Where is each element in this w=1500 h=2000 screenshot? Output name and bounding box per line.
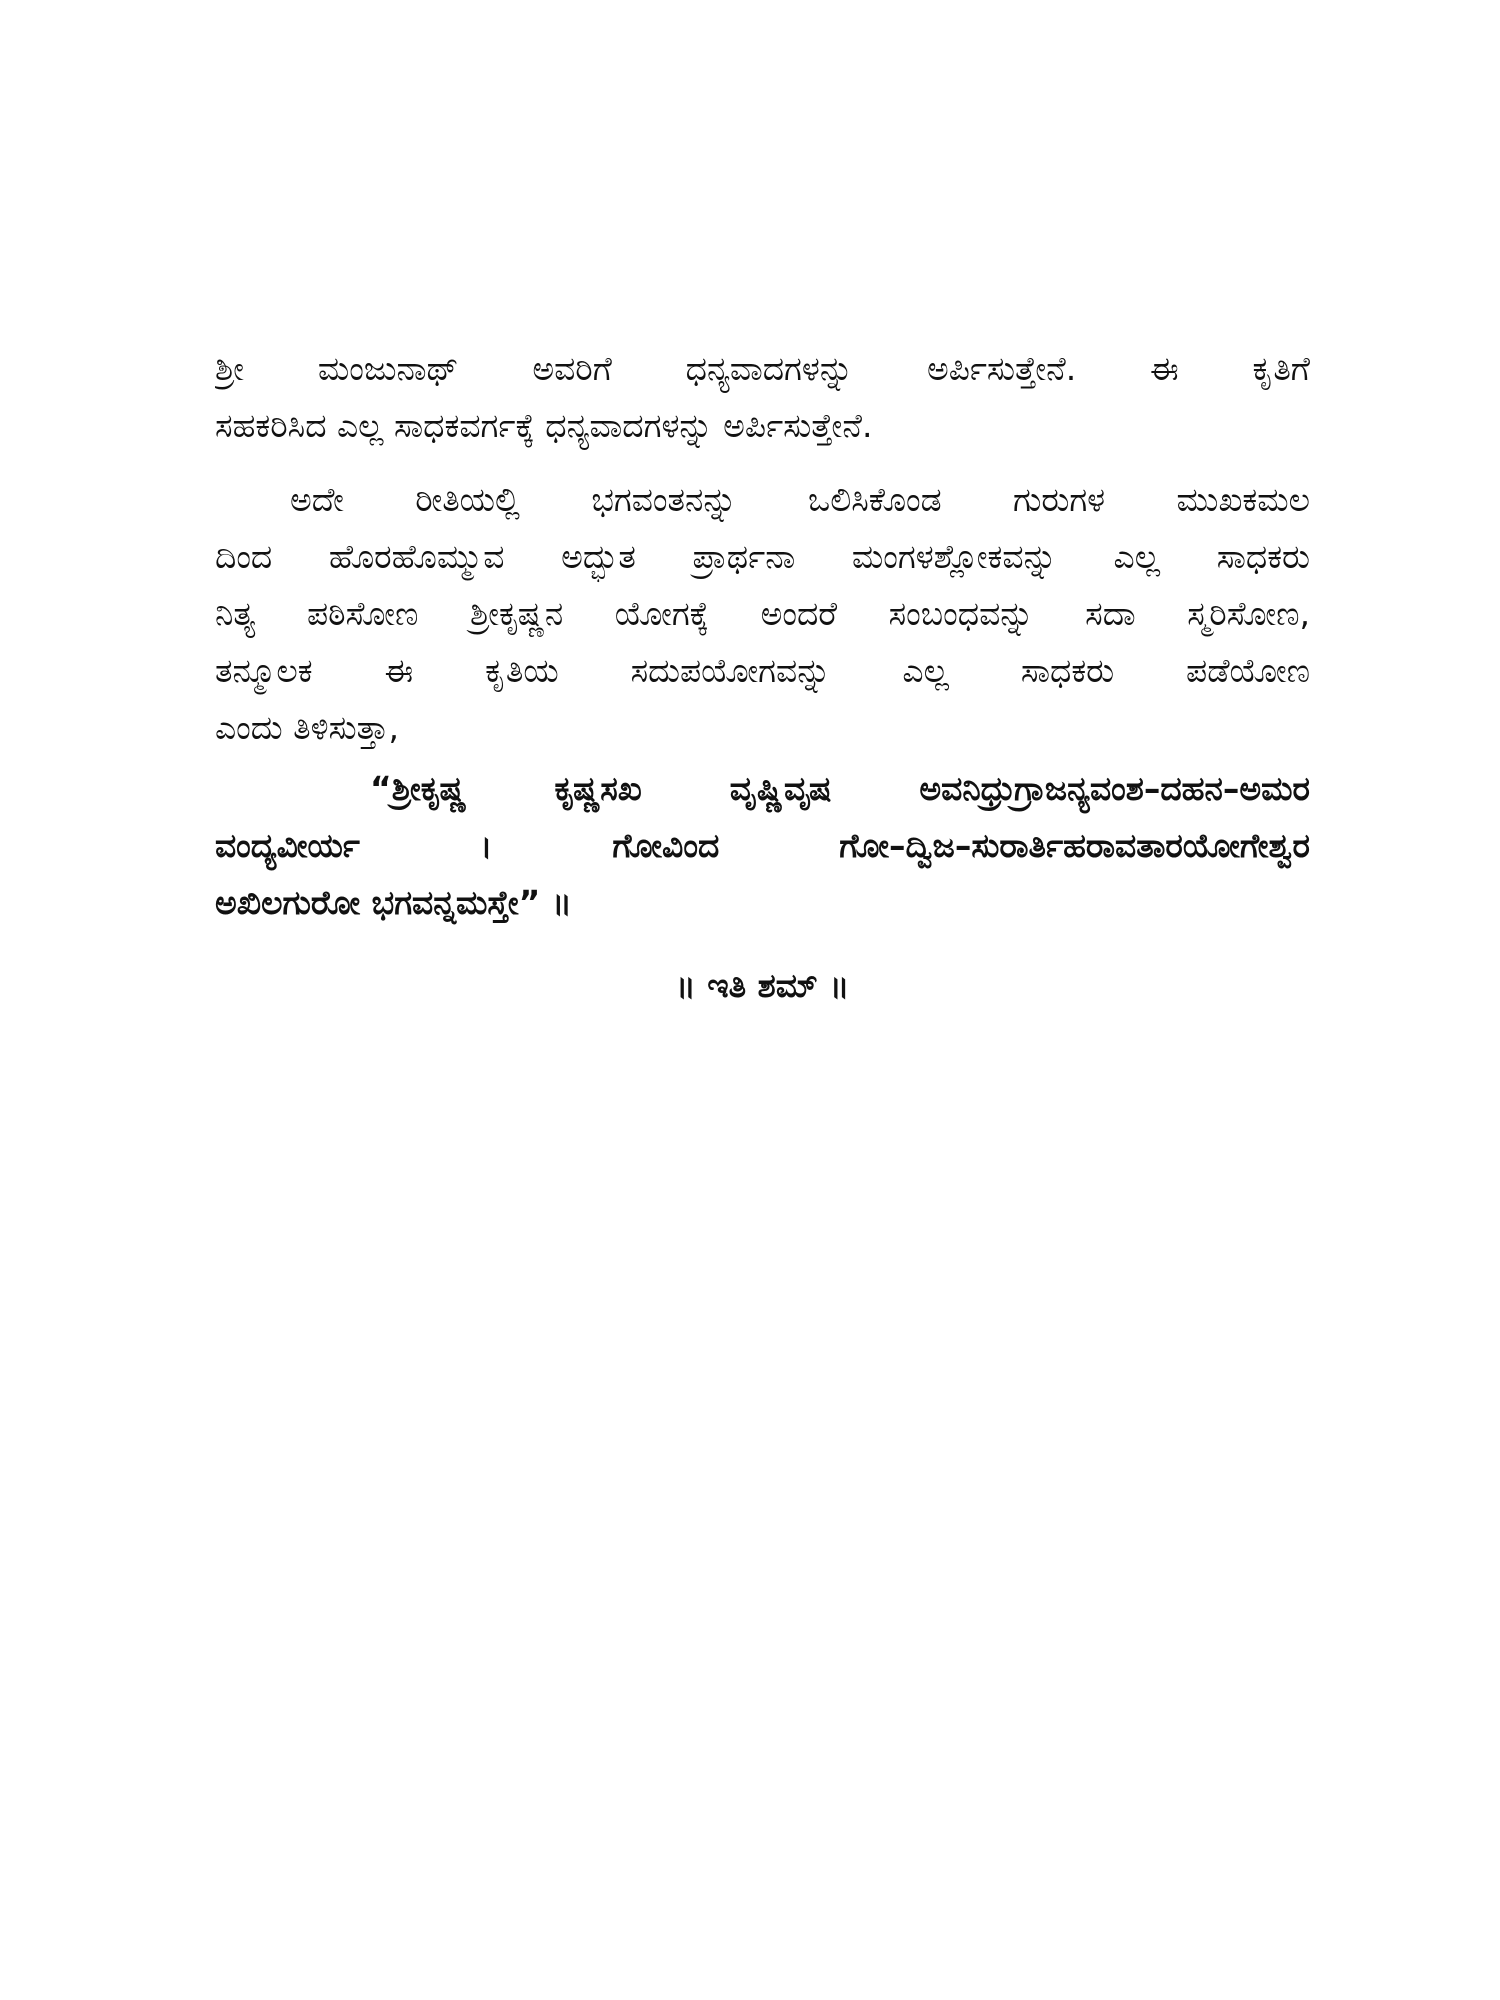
verse-line: ವಂದ್ಯವೀರ್ಯ । ಗೋವಿಂದ ಗೋ–ದ್ವಿಜ–ಸುರಾರ್ತಿಹರಾವತಾರಯೋಗೇಶ್ವರ — [215, 826, 1310, 865]
paragraph-line: ತನ್ಮೂಲಕ ಈ ಕೃತಿಯ ಸದುಪಯೋಗವನ್ನು ಎಲ್ಲ ಸಾಧಕರು ಪಡೆಯೋಣ — [215, 651, 1310, 690]
paragraph-line: ಸಹಕರಿಸಿದ ಎಲ್ಲ ಸಾಧಕವರ್ಗಕ್ಕೆ ಧನ್ಯವಾದಗಳನ್ನು ಅರ್ಪಿಸುತ್ತೇನೆ. — [215, 406, 873, 445]
paragraph-line: ಶ್ರೀ ಮಂಜುನಾಥ್ ಅವರಿಗೆ ಧನ್ಯವಾದಗಳನ್ನು ಅರ್ಪಿಸುತ್ತೇನೆ. ಈ ಕೃತಿಗೆ — [215, 349, 1310, 388]
verse-line: ಅಖಿಲಗುರೋ ಭಗವನ್ನಮಸ್ತೇ” ॥ — [215, 883, 572, 922]
closing-invocation: ॥ ಇತಿ ಶಮ್ ॥ — [675, 966, 850, 1005]
verse-block — [215, 760, 1310, 931]
paragraph-line: ಎಂದು ತಿಳಿಸುತ್ತಾ, — [215, 708, 400, 747]
paragraph-prayer — [215, 471, 1310, 756]
paragraph-acknowledgement — [215, 340, 1310, 454]
paragraph-line: ದಿಂದ ಹೊರಹೊಮ್ಮುವ ಅದ್ಭುತ ಪ್ರಾರ್ಥನಾ ಮಂಗಳಶ್ಲೋಕವನ್ನು ಎಲ್ಲ ಸಾಧಕರು — [215, 537, 1310, 576]
verse-line: “ಶ್ರೀಕೃಷ್ಣ ಕೃಷ್ಣಸಖ ವೃಷ್ಣಿವೃಷ ಅವನಿಧ್ರುಗ್ರಾಜನ್ಯವಂಶ–ದಹನ–ಅಮರ — [370, 769, 1310, 808]
paragraph-line: ಅದೇ ರೀತಿಯಲ್ಲಿ ಭಗವಂತನನ್ನು ಒಲಿಸಿಕೊಂಡ ಗುರುಗಳ ಮುಖಕಮಲ — [290, 480, 1310, 519]
paragraph-line: ನಿತ್ಯ ಪಠಿಸೋಣ ಶ್ರೀಕೃಷ್ಣನ ಯೋಗಕ್ಕೆ ಅಂದರೆ ಸಂಬಂಧವನ್ನು ಸದಾ ಸ್ಮರಿಸೋಣ, — [215, 594, 1310, 633]
page-body — [215, 340, 1310, 1014]
